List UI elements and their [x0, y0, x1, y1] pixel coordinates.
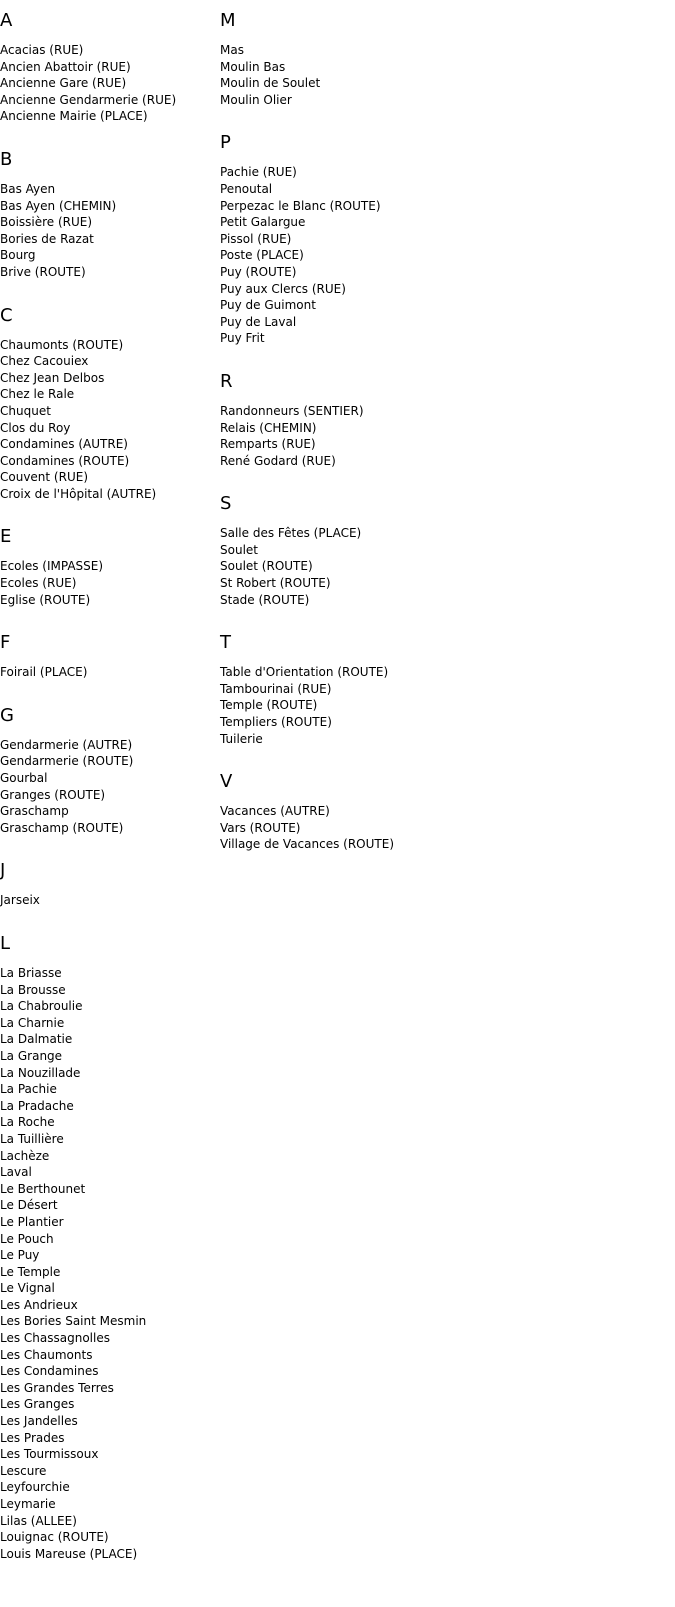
- street-link[interactable]: La Charnie: [0, 1015, 65, 1030]
- letter-section: [220, 371, 660, 469]
- street-link[interactable]: Leymarie: [0, 1497, 56, 1511]
- street-link[interactable]: Les Granges: [0, 1397, 75, 1412]
- street-link[interactable]: Bourg: [0, 248, 36, 263]
- street-link[interactable]: Penoutal: [220, 181, 273, 196]
- street-link[interactable]: René Godard (RUE): [220, 453, 336, 468]
- street-link[interactable]: Ancienne Gendarmerie (RUE): [0, 92, 177, 107]
- street-link[interactable]: La Dalmatie: [0, 1032, 73, 1047]
- street-link[interactable]: Bories de Razat: [0, 231, 94, 246]
- street-link[interactable]: Soulet: [220, 542, 258, 557]
- street-link[interactable]: La Roche: [0, 1115, 55, 1130]
- street-link[interactable]: Lilas (ALLEE): [0, 1513, 77, 1528]
- street-link[interactable]: Puy Frit: [220, 331, 265, 346]
- street-link[interactable]: Couvent (RUE): [0, 470, 89, 485]
- letter-section: [220, 632, 660, 747]
- section-letter-heading: P: [220, 132, 231, 154]
- street-link[interactable]: Chez le Rale: [0, 387, 75, 402]
- street-link[interactable]: Puy de Laval: [220, 314, 297, 329]
- street-link[interactable]: Remparts (RUE): [220, 437, 316, 452]
- street-link[interactable]: Acacias (RUE): [0, 43, 84, 57]
- street-link[interactable]: Les Prades: [0, 1430, 65, 1445]
- street-link[interactable]: Le Berthounet: [0, 1181, 86, 1196]
- street-link[interactable]: Village de Vacances (ROUTE): [220, 837, 395, 852]
- street-link[interactable]: Ecoles (IMPASSE): [0, 559, 104, 574]
- street-list: [0, 965, 215, 1562]
- street-list: [220, 403, 660, 469]
- street-link[interactable]: Les Chaumonts: [0, 1347, 93, 1362]
- street-link[interactable]: Le Désert: [0, 1198, 58, 1213]
- street-link[interactable]: Mas: [220, 43, 244, 57]
- street-list: [220, 803, 660, 853]
- street-link[interactable]: Gendarmerie (ROUTE): [0, 754, 134, 769]
- letter-section: [220, 132, 660, 347]
- street-link[interactable]: Chaumonts (ROUTE): [0, 337, 124, 352]
- letter-section: [0, 705, 215, 837]
- street-list: [0, 737, 215, 837]
- street-link[interactable]: Les Jandelles: [0, 1414, 78, 1429]
- street-link[interactable]: Graschamp: [0, 804, 69, 819]
- street-index-right-column: [220, 10, 660, 877]
- street-link[interactable]: Puy aux Clercs (RUE): [220, 281, 346, 296]
- street-link[interactable]: Moulin de Soulet: [220, 76, 321, 91]
- street-link[interactable]: Ancienne Mairie (PLACE): [0, 109, 148, 124]
- street-link[interactable]: Pissol (RUE): [220, 231, 292, 246]
- street-link[interactable]: Louis Mareuse (PLACE): [0, 1546, 138, 1561]
- section-letter-heading: L: [0, 933, 11, 954]
- street-link[interactable]: Brive (ROUTE): [0, 264, 86, 279]
- street-link[interactable]: Boissière (RUE): [0, 215, 93, 230]
- street-index-left-column: [0, 10, 215, 1586]
- street-list: [220, 525, 660, 608]
- street-link[interactable]: Petit Galargue: [220, 215, 306, 230]
- street-list: [0, 892, 215, 909]
- street-list: [220, 42, 660, 108]
- street-link[interactable]: Ancien Abattoir (RUE): [0, 59, 131, 74]
- section-letter-heading: J: [0, 860, 6, 882]
- section-letter-heading: C: [0, 304, 13, 326]
- section-letter-heading: A: [0, 10, 13, 31]
- street-link[interactable]: La Grange: [0, 1048, 63, 1063]
- street-link[interactable]: Jarseix: [0, 893, 40, 908]
- street-link[interactable]: Le Plantier: [0, 1214, 64, 1229]
- street-link[interactable]: Moulin Olier: [220, 92, 292, 107]
- street-link[interactable]: Lescure: [0, 1463, 47, 1478]
- street-link[interactable]: Leyfourchie: [0, 1480, 70, 1495]
- street-link[interactable]: Soulet (ROUTE): [220, 559, 313, 574]
- street-link[interactable]: La Briasse: [0, 966, 62, 980]
- street-link[interactable]: Condamines (AUTRE): [0, 437, 128, 452]
- street-list: [0, 42, 215, 125]
- street-link[interactable]: Bas Ayen (CHEMIN): [0, 198, 117, 213]
- street-link[interactable]: Puy de Guimont: [220, 298, 316, 313]
- street-link[interactable]: Moulin Bas: [220, 59, 286, 74]
- street-link[interactable]: Louignac (ROUTE): [0, 1530, 109, 1545]
- street-link[interactable]: Les Grandes Terres: [0, 1380, 114, 1395]
- street-link[interactable]: Chez Cacouiex: [0, 354, 89, 369]
- street-link[interactable]: Les Bories Saint Mesmin: [0, 1314, 147, 1329]
- street-link[interactable]: Croix de l'Hôpital (AUTRE): [0, 486, 157, 501]
- section-letter-heading: M: [220, 10, 236, 31]
- street-link[interactable]: Randonneurs (SENTIER): [220, 403, 364, 418]
- street-list: [0, 558, 215, 608]
- street-list: [220, 164, 660, 347]
- letter-section: [0, 10, 215, 125]
- section-letter-heading: F: [0, 632, 11, 654]
- letter-section: [0, 526, 215, 608]
- street-link[interactable]: Puy (ROUTE): [220, 264, 297, 279]
- street-link[interactable]: Graschamp (ROUTE): [0, 820, 124, 835]
- street-link[interactable]: Poste (PLACE): [220, 248, 304, 263]
- street-link[interactable]: Granges (ROUTE): [0, 787, 106, 802]
- street-link[interactable]: Salle des Fêtes (PLACE): [220, 526, 362, 541]
- street-link[interactable]: Vacances (AUTRE): [220, 804, 330, 819]
- street-link[interactable]: Vars (ROUTE): [220, 820, 301, 835]
- letter-section: [0, 632, 215, 681]
- street-list: [220, 664, 660, 747]
- section-letter-heading: R: [220, 370, 233, 392]
- street-link[interactable]: Ancienne Gare (RUE): [0, 76, 127, 91]
- street-link[interactable]: Le Temple: [0, 1264, 61, 1279]
- section-letter-heading: E: [0, 526, 12, 548]
- section-letter-heading: G: [0, 704, 14, 726]
- street-link[interactable]: Le Pouch: [0, 1231, 54, 1246]
- street-link[interactable]: Eglise (ROUTE): [0, 592, 91, 607]
- street-link[interactable]: Les Condamines: [0, 1364, 99, 1379]
- street-link[interactable]: Condamines (ROUTE): [0, 453, 130, 468]
- street-link[interactable]: Le Vignal: [0, 1281, 55, 1296]
- street-link[interactable]: La Nouzillade: [0, 1065, 81, 1080]
- street-link[interactable]: Bas Ayen: [0, 181, 56, 196]
- letter-section: [0, 149, 215, 281]
- street-link[interactable]: St Robert (ROUTE): [220, 576, 331, 591]
- section-letter-heading: V: [220, 771, 233, 793]
- street-list: [0, 337, 215, 503]
- street-link[interactable]: La Tuillière: [0, 1131, 64, 1146]
- street-link[interactable]: Perpezac le Blanc (ROUTE): [220, 198, 381, 213]
- street-link[interactable]: Temple (ROUTE): [220, 698, 318, 713]
- section-letter-heading: B: [0, 148, 13, 170]
- street-link[interactable]: Laval: [0, 1165, 32, 1180]
- section-letter-heading: S: [220, 493, 232, 515]
- letter-section: [0, 305, 215, 503]
- street-link[interactable]: Foirail (PLACE): [0, 665, 88, 680]
- letter-section: [220, 10, 660, 108]
- street-link[interactable]: Les Tourmissoux: [0, 1447, 99, 1462]
- letter-section: [220, 493, 660, 608]
- street-list: [0, 664, 215, 681]
- street-link[interactable]: Gourbal: [0, 771, 48, 786]
- street-link[interactable]: La Brousse: [0, 982, 66, 997]
- street-link[interactable]: Relais (CHEMIN): [220, 420, 317, 435]
- street-link[interactable]: Le Puy: [0, 1248, 40, 1263]
- street-link[interactable]: Clos du Roy: [0, 420, 71, 435]
- street-link[interactable]: Table d'Orientation (ROUTE): [220, 665, 389, 680]
- street-link[interactable]: Les Chassagnolles: [0, 1331, 110, 1346]
- section-letter-heading: T: [220, 632, 231, 654]
- street-link[interactable]: La Chabroulie: [0, 999, 83, 1014]
- street-link[interactable]: La Pradache: [0, 1098, 74, 1113]
- street-link[interactable]: Templiers (ROUTE): [220, 715, 332, 730]
- street-link[interactable]: Pachie (RUE): [220, 165, 297, 180]
- street-link[interactable]: Chuquet: [0, 403, 51, 418]
- street-link[interactable]: Les Andrieux: [0, 1297, 78, 1312]
- letter-section: [0, 860, 215, 909]
- street-link[interactable]: Chez Jean Delbos: [0, 370, 105, 385]
- street-link[interactable]: Tuilerie: [220, 731, 263, 746]
- street-link[interactable]: Ecoles (RUE): [0, 576, 77, 591]
- street-link[interactable]: Stade (ROUTE): [220, 592, 310, 607]
- street-link[interactable]: La Pachie: [0, 1082, 57, 1097]
- street-link[interactable]: Tambourinai (RUE): [220, 681, 332, 696]
- street-link[interactable]: Lachèze: [0, 1148, 50, 1163]
- letter-section: [220, 771, 660, 853]
- street-link[interactable]: Gendarmerie (AUTRE): [0, 737, 133, 752]
- letter-section: [0, 933, 215, 1562]
- street-list: [0, 181, 215, 281]
